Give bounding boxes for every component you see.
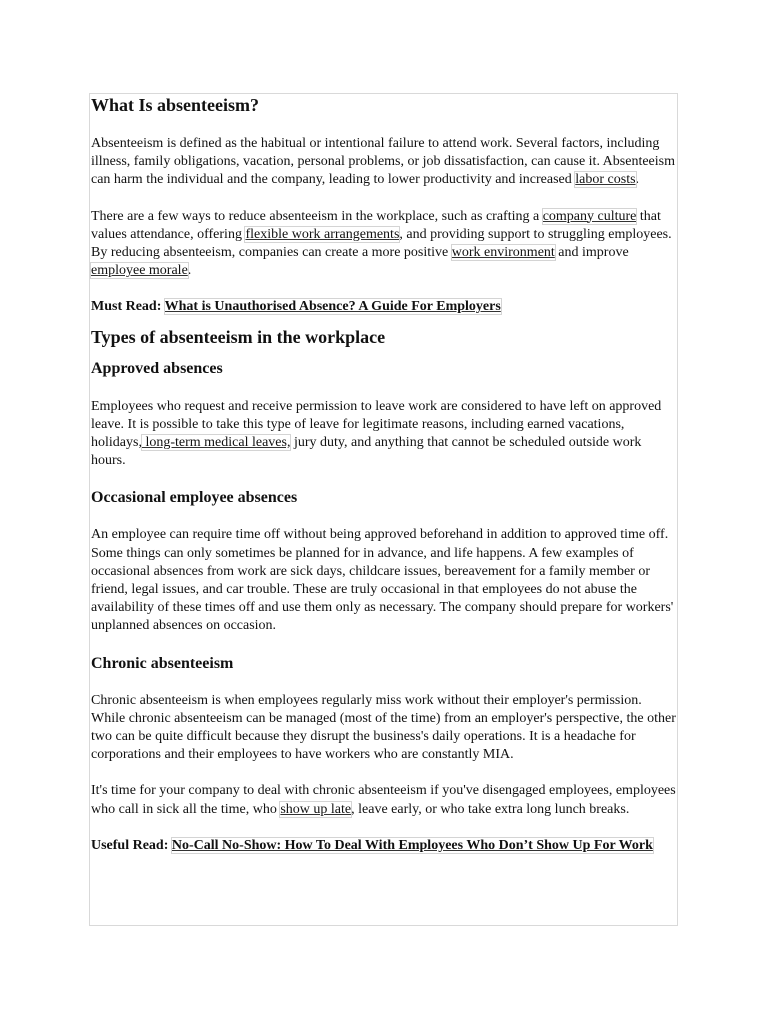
chronic-heading: Chronic absenteeism — [91, 654, 234, 672]
occasional-heading: Occasional employee absences — [91, 489, 298, 507]
page-title: What Is absenteeism? — [91, 95, 260, 115]
chronic-paragraph-2: It's time for your company to deal with chronic absenteeism if you've disengaged employees, employees who call in sick all the time, who show up late, leave early, or who take extra long lunch breaks. — [91, 783, 676, 817]
must-read: Must Read: What is Unauthorised Absence? A Guide For Employers — [91, 299, 501, 315]
article-content — [91, 95, 676, 855]
long-term-medical-link[interactable]: long-term medical leaves, — [141, 435, 291, 451]
occasional-paragraph: An employee can require time off without being approved beforehand in addition to approved time off. Some things can only sometimes be planned for in advance, and life happens. A few examples of occasional absences from work are sick days, childcare issues, bereavement for a family member or friend, legal issues, and car trouble. These are truly occasional in that employees do not abuse the availability of these times off and use them only as necessary. The company should prepare for workers' unplanned absences on occasion. — [91, 527, 674, 634]
flexible-work-link[interactable]: flexible work arrangements — [245, 226, 400, 242]
company-culture-link[interactable]: company culture — [542, 208, 637, 224]
labor-costs-link[interactable]: labor costs — [575, 172, 636, 188]
chronic-paragraph-1: Chronic absenteeism is when employees regularly miss work without their employer's permission. While chronic absenteeism can be managed (most of the time) from an employer's perspective, the other two can be quite difficult because they disrupt the business's daily operations. It is a headache for corporations and their employees to have workers who are constantly MIA. — [91, 692, 676, 763]
must-read-link[interactable]: What is Unauthorised Absence? A Guide For Employers — [164, 299, 501, 315]
intro-paragraph-2: There are a few ways to reduce absenteeism in the workplace, such as crafting a company culture that values attendance, offering flexible work arrangements, and providing support to struggling employees. By reducing absenteeism, companies can create a more positive work environment and improve employee morale. — [91, 208, 672, 279]
employee-morale-link[interactable]: employee morale — [91, 263, 188, 279]
useful-read-link[interactable]: No-Call No-Show: How To Deal With Employees Who Don’t Show Up For Work — [171, 837, 653, 853]
work-environment-link[interactable]: work environment — [451, 245, 555, 261]
intro-paragraph-1: Absenteeism is defined as the habitual or intentional failure to attend work. Several factors, including illness, family obligations, vacation, personal problems, or job dissatisfaction, can cause it. Absenteeism can harm the individual and the company, leading to lower productivity and increased labor costs. — [91, 136, 675, 188]
show-up-late-link[interactable]: show up late — [280, 801, 352, 817]
approved-paragraph: Employees who request and receive permission to leave work are considered to have left on approved leave. It is possible to take this type of leave for legitimate reasons, including earned vacations, holidays, long-term medical leaves, jury duty, and anything that cannot be scheduled outside work hours. — [91, 398, 662, 469]
approved-heading: Approved absences — [91, 359, 223, 377]
types-heading: Types of absenteeism in the workplace — [91, 326, 386, 347]
useful-read: Useful Read: No-Call No-Show: How To Deal With Employees Who Don’t Show Up For Work — [91, 837, 653, 853]
